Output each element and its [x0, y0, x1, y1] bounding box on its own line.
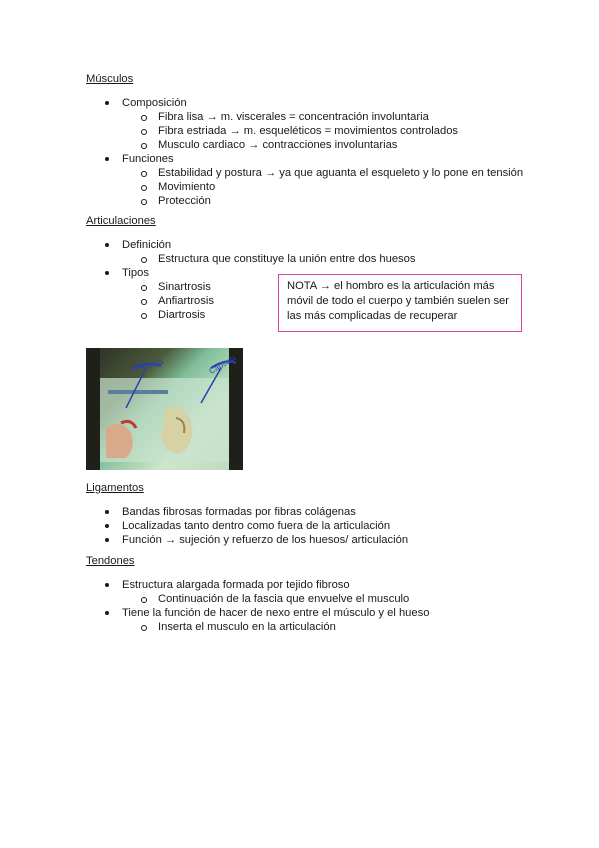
handwritten-label-2: Cápsula	[207, 353, 238, 376]
bullet	[105, 510, 109, 514]
sub-bullet	[141, 597, 147, 603]
list-item: Continuación de la fascia que envuelve el musculo	[158, 593, 410, 605]
list-item: Estructura alargada formada por tejido fibroso	[122, 579, 350, 591]
note-box	[278, 274, 522, 332]
sub-bullet	[141, 129, 147, 135]
list-item: Inserta el musculo en la articulación	[158, 621, 336, 633]
list-item: Estabilidad y postura → ya que aguanta el esqueleto y lo pone en tensión	[158, 167, 524, 179]
bullet	[105, 101, 109, 105]
list-item: Estructura que constituye la unión entre dos huesos	[158, 253, 416, 265]
heading-ligamentos: Ligamentos	[86, 482, 144, 494]
list-item: Fibra estriada → m. esqueléticos = movimientos controlados	[158, 125, 459, 137]
list-item: Tipos	[122, 267, 149, 279]
list-item: Función → sujeción y refuerzo de los huesos/ articulación	[122, 534, 409, 546]
list-item: Composición	[122, 97, 187, 109]
bullet	[105, 611, 109, 615]
bullet	[105, 538, 109, 542]
bullet	[105, 271, 109, 275]
sub-bullet	[141, 257, 147, 263]
bullet	[105, 583, 109, 587]
list-item: Bandas fibrosas formadas por fibras colágenas	[122, 506, 356, 518]
list-item: Musculo cardiaco → contracciones involuntarias	[158, 139, 398, 151]
bullet	[105, 243, 109, 247]
sub-bullet	[141, 199, 147, 205]
sub-bullet	[141, 171, 147, 177]
sub-bullet	[141, 625, 147, 631]
list-item: Anfiartrosis	[158, 295, 214, 307]
joint-slide-photo	[86, 348, 243, 470]
list-item: Fibra lisa → m. viscerales = concentración involuntaria	[158, 111, 429, 123]
heading-articulaciones: Articulaciones	[86, 215, 156, 227]
sub-bullet	[141, 313, 147, 319]
heading-tendones: Tendones	[86, 555, 135, 567]
list-item: Protección	[158, 195, 211, 207]
list-item: Funciones	[122, 153, 174, 165]
list-item: Diartrosis	[158, 309, 206, 321]
sub-bullet	[141, 299, 147, 305]
sub-bullet	[141, 115, 147, 121]
list-item: Tiene la función de hacer de nexo entre el músculo y el hueso	[122, 607, 430, 619]
sub-bullet	[141, 143, 147, 149]
sub-bullet	[141, 285, 147, 291]
list-item: Sinartrosis	[158, 281, 211, 293]
heading-musculos: Músculos	[86, 73, 134, 85]
list-item: Definición	[122, 239, 172, 251]
list-item: Movimiento	[158, 181, 216, 193]
bullet	[105, 524, 109, 528]
list-item: Localizadas tanto dentro como fuera de la articulación	[122, 520, 391, 532]
handwritten-label-1: Cápsula	[133, 357, 164, 372]
sub-bullet	[141, 185, 147, 191]
note-text: NOTA → el hombro es la articulación más móvil de todo el cuerpo y también suelen ser las más complicadas de recuperar	[287, 280, 510, 322]
bullet	[105, 157, 109, 161]
